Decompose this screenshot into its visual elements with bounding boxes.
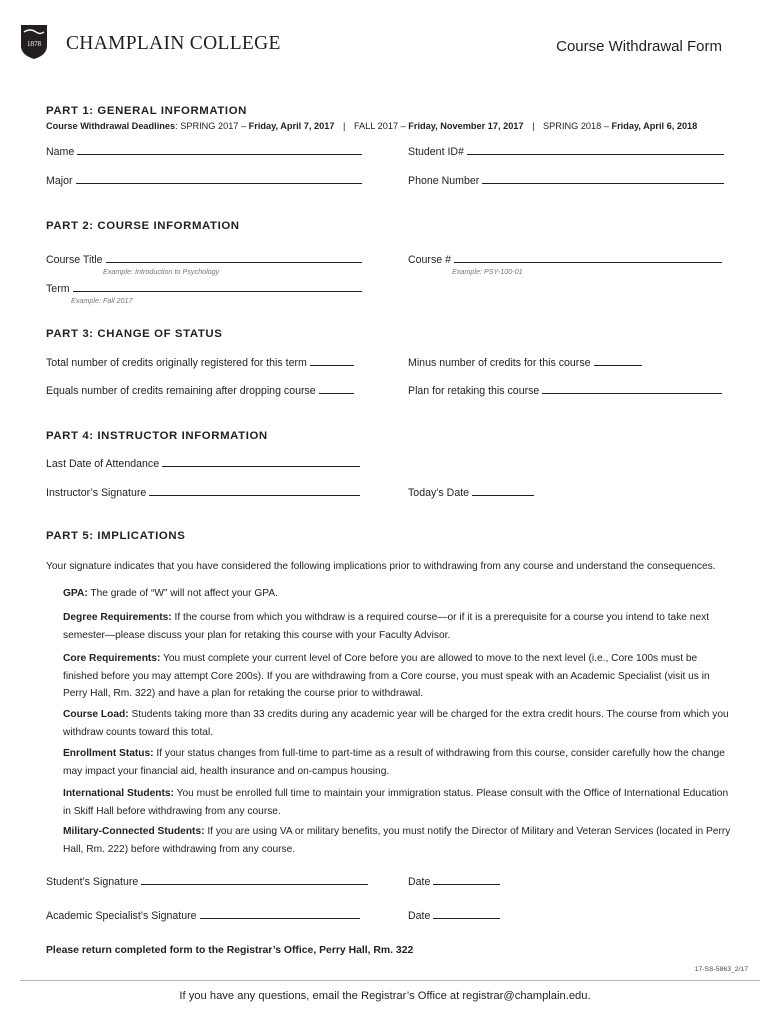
student-id-input-line[interactable] <box>467 153 724 155</box>
last-date-label: Last Date of Attendance <box>46 458 160 470</box>
implication-term: International Students: <box>63 788 174 799</box>
specialist-date-field[interactable] <box>408 910 500 922</box>
specialist-signature-input-line[interactable] <box>200 917 360 919</box>
form-title: Course Withdrawal Form <box>556 38 722 55</box>
implication-term: Military-Connected Students: <box>63 826 205 837</box>
implication-enrollment-status <box>63 745 733 780</box>
name-input-line[interactable] <box>77 153 362 155</box>
footer-divider <box>20 980 760 981</box>
implication-text: If you are using VA or military benefits, you must notify the Director of Military and Veteran Services (located in Perry Hall, Rm. 222) before withdrawing from any course. <box>63 826 731 855</box>
instructor-signature-input-line[interactable] <box>149 494 360 496</box>
course-number-label: Course # <box>408 254 451 266</box>
major-input-line[interactable] <box>76 182 363 184</box>
student-signature-label: Student’s Signature <box>46 876 139 888</box>
separator: | <box>532 121 535 131</box>
instructor-signature-label: Instructor’s Signature <box>46 487 147 499</box>
plan-retake-field[interactable] <box>408 385 722 397</box>
deadline-date-3: Friday, April 6, 2018 <box>611 121 698 131</box>
implication-text: The grade of “W” will not affect your GPA. <box>87 588 278 599</box>
course-title-field[interactable] <box>46 254 362 266</box>
major-field[interactable] <box>46 175 362 187</box>
implication-degree-requirements <box>63 609 733 644</box>
equals-credits-field[interactable] <box>46 385 354 397</box>
instructor-signature-field[interactable] <box>46 487 360 499</box>
deadline-date-1: Friday, April 7, 2017 <box>248 121 335 131</box>
major-label: Major <box>46 175 73 187</box>
part3-heading: PART 3: CHANGE OF STATUS <box>46 328 223 340</box>
return-instructions: Please return completed form to the Registrar’s Office, Perry Hall, Rm. 322 <box>46 945 414 956</box>
student-date-label: Date <box>408 876 431 888</box>
plan-retake-input-line[interactable] <box>542 392 722 394</box>
logo-year: 1878 <box>27 40 41 48</box>
last-date-field[interactable] <box>46 458 360 470</box>
implication-course-load <box>63 706 733 741</box>
term-example: Example: Fall 2017 <box>71 296 133 305</box>
student-date-input-line[interactable] <box>433 883 500 885</box>
implication-text: You must complete your current level of Core before you are allowed to move to the next level (i.e., Core 100s must be finished before you may attempt Core 200s). If you are withdrawing from a Core course, you must speak with an Academic Specialist (visit us in Perry Hall, Rm. 322) and have a plan for retaking the course prior to withdrawal. <box>63 653 710 699</box>
total-credits-label: Total number of credits originally registered for this term <box>46 357 307 369</box>
minus-credits-input-line[interactable] <box>594 364 642 366</box>
part5-heading: PART 5: IMPLICATIONS <box>46 530 186 542</box>
implication-core-requirements <box>63 650 733 703</box>
implication-text: You must be enrolled full time to maintain your immigration status. Please consult with the Office of International Education in Skiff Hall before withdrawing from any course. <box>63 788 729 817</box>
course-title-example: Example: Introduction to Psychology <box>103 267 220 276</box>
college-name: CHAMPLAIN COLLEGE <box>66 33 281 54</box>
implication-text: If the course from which you withdraw is a required course—or if it is a prerequisite for a course you intend to take next semester—please discuss your plan for retaking this course with your Faculty Advisor. <box>63 612 710 641</box>
part1-heading: PART 1: GENERAL INFORMATION <box>46 105 247 117</box>
total-credits-input-line[interactable] <box>310 364 354 366</box>
course-number-example: Example: PSY-100-01 <box>452 267 523 276</box>
course-title-input-line[interactable] <box>106 261 362 263</box>
todays-date-field[interactable] <box>408 487 534 499</box>
total-credits-field[interactable] <box>46 357 354 369</box>
student-id-field[interactable] <box>408 146 724 158</box>
deadline-term-1: SPRING 2017 – <box>180 121 249 131</box>
student-date-field[interactable] <box>408 876 500 888</box>
implications-intro: Your signature indicates that you have considered the following implications prior to withdrawing from any course and understand the consequences. <box>46 561 716 572</box>
implication-military-connected <box>63 823 733 858</box>
last-date-input-line[interactable] <box>162 465 360 467</box>
implication-term: Degree Requirements: <box>63 612 172 623</box>
deadlines-label: Course Withdrawal Deadlines <box>46 121 176 131</box>
college-shield-logo <box>20 24 48 60</box>
equals-credits-label: Equals number of credits remaining after dropping course <box>46 385 316 397</box>
phone-field[interactable] <box>408 175 724 187</box>
separator: | <box>343 121 346 131</box>
deadline-date-2: Friday, November 17, 2017 <box>408 121 524 131</box>
term-label: Term <box>46 283 70 295</box>
phone-input-line[interactable] <box>482 182 724 184</box>
implication-international-students <box>63 785 733 820</box>
student-id-label: Student ID# <box>408 146 464 158</box>
minus-credits-field[interactable] <box>408 357 642 369</box>
course-title-label: Course Title <box>46 254 103 266</box>
implication-term: Enrollment Status: <box>63 748 154 759</box>
term-field[interactable] <box>46 283 362 295</box>
form-code: 17-SS-5863_2/17 <box>694 966 748 973</box>
part2-heading: PART 2: COURSE INFORMATION <box>46 220 240 232</box>
equals-credits-input-line[interactable] <box>319 392 354 394</box>
todays-date-label: Today’s Date <box>408 487 470 499</box>
deadline-term-3: SPRING 2018 – <box>543 121 612 131</box>
withdrawal-deadlines: Course Withdrawal Deadlines: SPRING 2017 – Friday, April 7, 2017 | FALL 2017 – Friday, November 17, 2017 | SPRING 2018 – Friday, April 6, 2018 <box>46 121 698 131</box>
implication-term: Course Load: <box>63 709 129 720</box>
part4-heading: PART 4: INSTRUCTOR INFORMATION <box>46 430 268 442</box>
minus-credits-label: Minus number of credits for this course <box>408 357 591 369</box>
specialist-signature-label: Academic Specialist’s Signature <box>46 910 197 922</box>
footer-contact: If you have any questions, email the Registrar’s Office at registrar@champlain.edu. <box>179 990 591 1002</box>
student-signature-input-line[interactable] <box>141 883 368 885</box>
phone-label: Phone Number <box>408 175 480 187</box>
specialist-signature-field[interactable] <box>46 910 360 922</box>
course-number-input-line[interactable] <box>454 261 722 263</box>
deadline-term-2: FALL 2017 – <box>353 121 409 131</box>
course-number-field[interactable] <box>408 254 722 266</box>
specialist-date-input-line[interactable] <box>433 917 500 919</box>
name-field[interactable] <box>46 146 362 158</box>
specialist-date-label: Date <box>408 910 431 922</box>
name-label: Name <box>46 146 75 158</box>
implication-term: Core Requirements: <box>63 653 161 664</box>
student-signature-field[interactable] <box>46 876 368 888</box>
implication-gpa <box>63 585 733 603</box>
implication-term: GPA: <box>63 588 88 599</box>
implication-text: Students taking more than 33 credits during any academic year will be charged for the extra credit hours. The course from which you withdraw counts toward this total. <box>63 709 729 738</box>
term-input-line[interactable] <box>73 290 362 292</box>
plan-retake-label: Plan for retaking this course <box>408 385 540 397</box>
implication-text: If your status changes from full-time to part-time as a result of withdrawing from this course, consider carefully how the change may impact your financial aid, health insurance and on-campus housing. <box>63 748 725 777</box>
todays-date-input-line[interactable] <box>472 494 534 496</box>
